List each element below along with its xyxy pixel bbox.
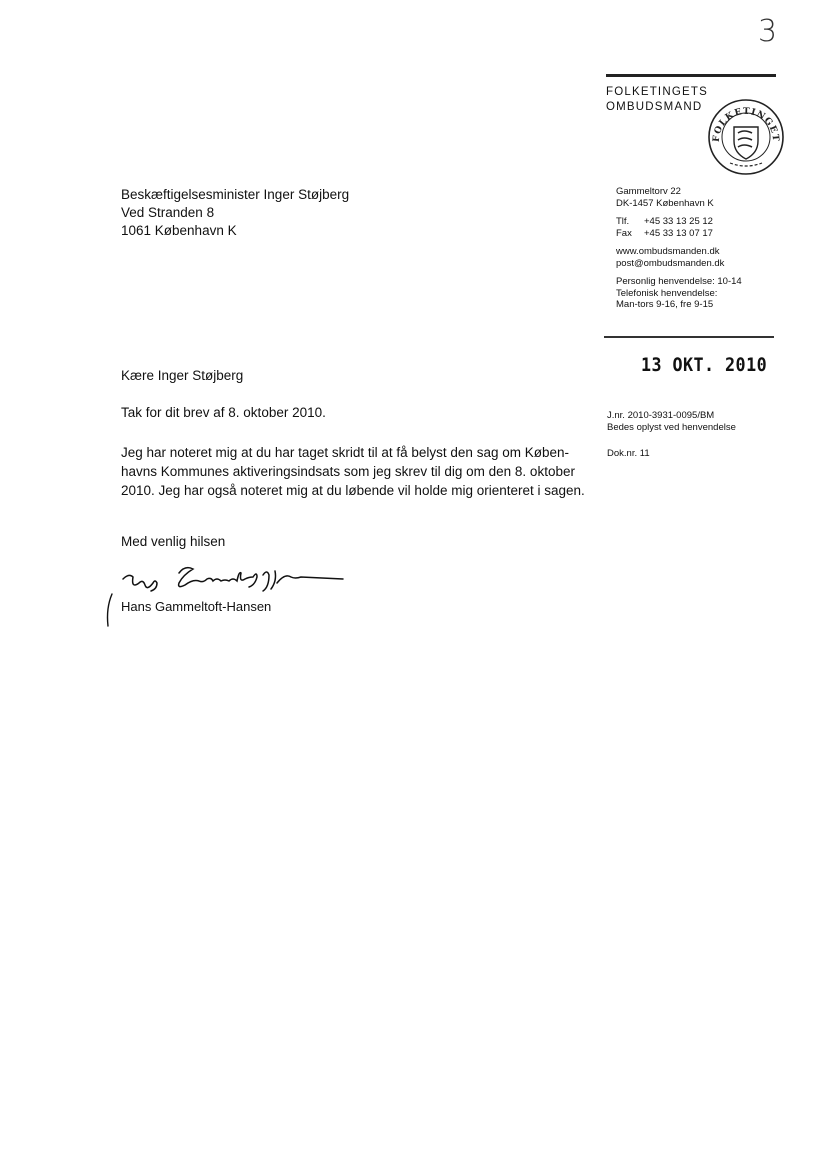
signature-mark [100, 592, 120, 628]
recipient-street: Ved Stranden 8 [121, 205, 215, 220]
recipient-address [121, 186, 349, 240]
sender-contact-block [616, 186, 742, 311]
letterhead-rule [606, 74, 776, 77]
phone-label: Tlf. [616, 216, 630, 227]
sender-city: DK-1457 København K [616, 197, 714, 209]
phone-number: +45 33 13 25 12 [644, 216, 713, 227]
org-line-2: OMBUDSMAND [606, 101, 703, 113]
reference-block [607, 410, 736, 434]
sender-fax [616, 228, 742, 240]
date-stamp: 13 OKT. 2010 [641, 354, 768, 376]
letter-paragraph-1: Tak for dit brev af 8. oktober 2010. [121, 405, 326, 420]
letter-paragraph-2 [121, 443, 591, 500]
document-number: Dok.nr. 11 [607, 448, 650, 459]
phone-hours-label: Telefonisk henvendelse: [616, 287, 718, 299]
salutation: Kære Inger Støjberg [121, 368, 244, 383]
recipient-name: Beskæftigelsesminister Inger Støjberg [121, 187, 350, 202]
page-number: 3 [758, 14, 778, 49]
sender-street: Gammeltorv 22 [616, 186, 681, 197]
closing: Med venlig hilsen [121, 534, 226, 549]
organization-name [606, 85, 708, 115]
sender-phone [616, 216, 742, 228]
org-line-1: FOLKETINGETS [606, 86, 708, 98]
svg-text:FOLKETINGET [712, 107, 780, 143]
journal-number: J.nr. 2010-3931-0095/BM [607, 410, 715, 421]
personal-hours: Personlig henvendelse: 10-14 [616, 276, 742, 287]
paragraph-line: havns Kommunes aktiveringsindsats som jeg skrev til dig om den 8. oktober [121, 464, 575, 479]
paragraph-line: Jeg har noteret mig at du har taget skridt til at få belyst den sag om Køben- [121, 445, 569, 460]
sender-email: post@ombudsmanden.dk [616, 257, 725, 269]
sender-website: www.ombudsmanden.dk [616, 246, 720, 257]
fax-label: Fax [616, 227, 632, 239]
phone-hours: Man-tors 9-16, fre 9-15 [616, 299, 714, 310]
signatory-name: Hans Gammeltoft-Hansen [121, 599, 272, 614]
paragraph-line: 2010. Jeg har også noteret mig at du løbende vil holde mig orienteret i sagen. [121, 483, 585, 498]
recipient-city: 1061 København K [121, 223, 237, 238]
reference-note: Bedes oplyst ved henvendelse [607, 422, 736, 433]
fax-number: +45 33 13 07 17 [644, 227, 713, 239]
sender-divider [604, 336, 774, 338]
parliament-seal-icon [706, 97, 786, 177]
seal-text: FOLKETINGET [711, 106, 781, 143]
